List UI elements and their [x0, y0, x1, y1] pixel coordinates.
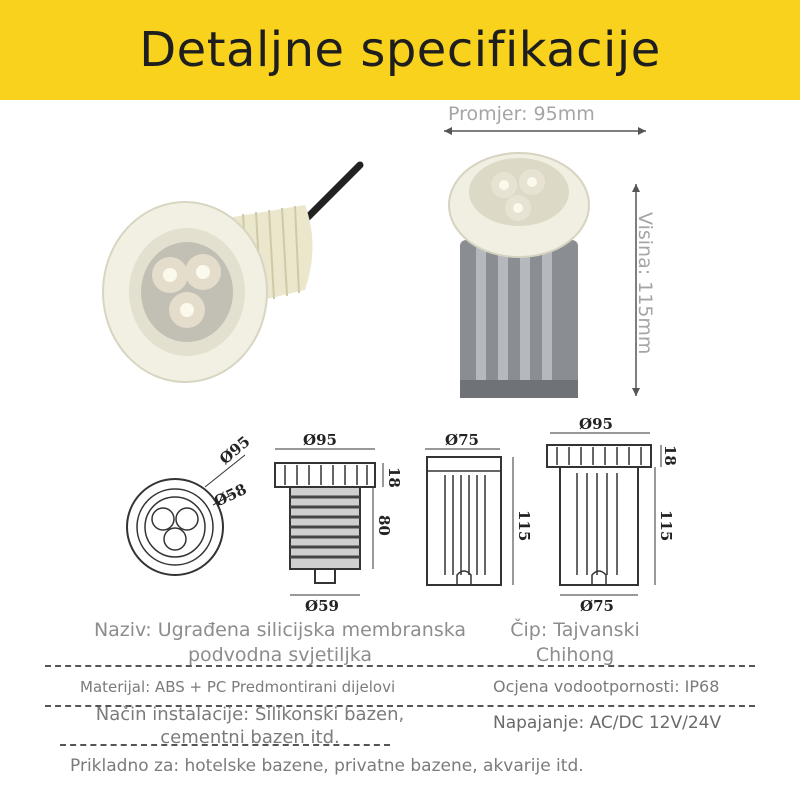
spec-waterproof: Ocjena vodootpornosti: IP68 — [493, 677, 720, 696]
side-top-label: Ø95 — [303, 431, 337, 449]
housing-top-label: Ø75 — [445, 431, 479, 449]
assembly-top-label: Ø95 — [579, 415, 613, 433]
product-photo-flush — [95, 150, 385, 390]
spec-chip: Čip: Tajvanski Chihong — [510, 619, 640, 666]
spec-installation: Način instalacije: Silikonski bazen, cementni bazen itd. — [95, 704, 405, 748]
height-label: Visina: 115mm — [634, 212, 656, 355]
spec-suitable-for: Prikladno za: hotelske bazene, privatne bazene, akvarije itd. — [70, 756, 584, 776]
drawing-assembly — [547, 415, 679, 615]
side-flange-label: 18 — [385, 467, 403, 488]
spec-power: Napajanje: AC/DC 12V/24V — [493, 713, 722, 733]
front-inner-label: Ø58 — [211, 479, 250, 511]
diameter-label: Promjer: 95mm — [448, 103, 595, 125]
assembly-flange-label: 18 — [661, 445, 679, 466]
drawing-housing — [425, 431, 533, 585]
diameter-arrow — [440, 125, 650, 137]
front-outer-label: Ø95 — [216, 432, 254, 469]
header-banner — [0, 0, 800, 100]
divider — [60, 744, 390, 746]
side-bottom-label: Ø59 — [305, 597, 339, 615]
divider — [45, 665, 755, 667]
technical-drawings — [95, 415, 705, 615]
drawing-front-view — [127, 432, 254, 575]
side-body-label: 80 — [375, 515, 393, 536]
assembly-bottom-label: Ø75 — [580, 597, 614, 615]
spec-material: Materijal: ABS + PC Predmontirani dijelovi — [80, 678, 396, 696]
product-photo-housing — [420, 130, 660, 410]
drawing-side-view — [275, 431, 403, 615]
housing-height-label: 115 — [515, 510, 533, 542]
page-title: Detaljne specifikacije — [139, 22, 661, 78]
spec-name: Naziv: Ugrađena silicijska membranska podvodna svjetiljka — [93, 619, 467, 666]
assembly-height-label: 115 — [657, 510, 675, 542]
